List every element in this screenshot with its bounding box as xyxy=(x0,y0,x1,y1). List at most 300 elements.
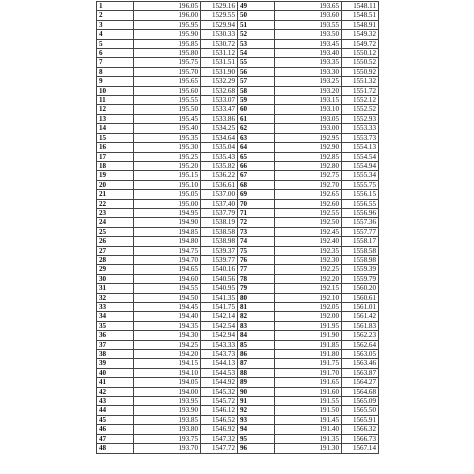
wavelength-cell: 1547.32 xyxy=(201,434,238,443)
wavelength-cell: 1541.75 xyxy=(201,303,238,312)
wavelength-cell: 1535.43 xyxy=(201,152,238,161)
table-row xyxy=(97,237,379,246)
frequency-cell: 191.50 xyxy=(275,406,342,415)
wavelength-cell: 1537.79 xyxy=(201,208,238,217)
channel-number-cell: 18 xyxy=(97,161,134,170)
channel-number-cell: 35 xyxy=(97,321,134,330)
wavelength-cell: 1545.72 xyxy=(201,397,238,406)
table-row xyxy=(97,425,379,434)
channel-number-cell: 24 xyxy=(97,218,134,227)
wavelength-cell: 1545.32 xyxy=(201,387,238,396)
channel-number-cell: 85 xyxy=(238,340,275,349)
channel-number-cell: 83 xyxy=(238,321,275,330)
wavelength-cell: 1553.33 xyxy=(342,124,379,133)
channel-number-cell: 95 xyxy=(238,434,275,443)
wavelength-cell: 1551.32 xyxy=(342,77,379,86)
frequency-cell: 194.35 xyxy=(134,321,201,330)
frequency-cell: 192.25 xyxy=(275,265,342,274)
channel-number-cell: 92 xyxy=(238,406,275,415)
frequency-cell: 191.85 xyxy=(275,340,342,349)
wavelength-cell: 1565.50 xyxy=(342,406,379,415)
channel-number-cell: 17 xyxy=(97,152,134,161)
wavelength-cell: 1550.12 xyxy=(342,49,379,58)
channel-number-cell: 33 xyxy=(97,303,134,312)
frequency-cell: 195.85 xyxy=(134,39,201,48)
wavelength-cell: 1552.52 xyxy=(342,105,379,114)
frequency-cell: 193.20 xyxy=(275,86,342,95)
wavelength-cell: 1544.13 xyxy=(201,359,238,368)
table-row xyxy=(97,199,379,208)
channel-number-cell: 58 xyxy=(238,86,275,95)
channel-number-cell: 65 xyxy=(238,152,275,161)
channel-table xyxy=(96,1,379,454)
table-row xyxy=(97,190,379,199)
wavelength-cell: 1542.54 xyxy=(201,321,238,330)
frequency-cell: 192.10 xyxy=(275,293,342,302)
channel-number-cell: 4 xyxy=(97,30,134,39)
channel-number-cell: 72 xyxy=(238,218,275,227)
channel-number-cell: 34 xyxy=(97,312,134,321)
frequency-cell: 194.95 xyxy=(134,208,201,217)
frequency-cell: 195.65 xyxy=(134,77,201,86)
wavelength-cell: 1535.82 xyxy=(201,161,238,170)
frequency-cell: 193.00 xyxy=(275,124,342,133)
frequency-cell: 195.15 xyxy=(134,171,201,180)
wavelength-cell: 1560.61 xyxy=(342,293,379,302)
wavelength-cell: 1565.91 xyxy=(342,415,379,424)
wavelength-cell: 1552.93 xyxy=(342,114,379,123)
channel-number-cell: 87 xyxy=(238,359,275,368)
channel-number-cell: 26 xyxy=(97,237,134,246)
wavelength-cell: 1529.94 xyxy=(201,20,238,29)
table-row xyxy=(97,11,379,20)
table-row xyxy=(97,378,379,387)
wavelength-cell: 1554.94 xyxy=(342,161,379,170)
frequency-cell: 196.00 xyxy=(134,11,201,20)
frequency-cell: 194.30 xyxy=(134,331,201,340)
frequency-cell: 192.05 xyxy=(275,303,342,312)
frequency-cell: 195.60 xyxy=(134,86,201,95)
frequency-cell: 193.70 xyxy=(134,444,201,453)
wavelength-cell: 1564.27 xyxy=(342,378,379,387)
frequency-cell: 194.45 xyxy=(134,303,201,312)
table-row xyxy=(97,58,379,67)
wavelength-cell: 1529.16 xyxy=(201,2,238,11)
channel-number-cell: 76 xyxy=(238,255,275,264)
wavelength-cell: 1564.68 xyxy=(342,387,379,396)
table-row xyxy=(97,143,379,152)
wavelength-cell: 1549.32 xyxy=(342,30,379,39)
wavelength-cell: 1536.61 xyxy=(201,180,238,189)
frequency-cell: 193.30 xyxy=(275,67,342,76)
wavelength-cell: 1541.35 xyxy=(201,293,238,302)
channel-number-cell: 9 xyxy=(97,77,134,86)
wavelength-cell: 1560.20 xyxy=(342,284,379,293)
frequency-cell: 191.35 xyxy=(275,434,342,443)
frequency-cell: 195.50 xyxy=(134,105,201,114)
channel-number-cell: 8 xyxy=(97,67,134,76)
table-row xyxy=(97,152,379,161)
wavelength-cell: 1531.90 xyxy=(201,67,238,76)
channel-number-cell: 49 xyxy=(238,2,275,11)
channel-number-cell: 3 xyxy=(97,20,134,29)
table-row xyxy=(97,39,379,48)
wavelength-cell: 1539.37 xyxy=(201,246,238,255)
table-row xyxy=(97,20,379,29)
frequency-cell: 191.65 xyxy=(275,378,342,387)
frequency-cell: 193.40 xyxy=(275,49,342,58)
frequency-cell: 194.50 xyxy=(134,293,201,302)
channel-number-cell: 64 xyxy=(238,143,275,152)
channel-number-cell: 20 xyxy=(97,180,134,189)
wavelength-cell: 1542.14 xyxy=(201,312,238,321)
frequency-cell: 195.45 xyxy=(134,114,201,123)
wavelength-cell: 1533.07 xyxy=(201,96,238,105)
channel-number-cell: 27 xyxy=(97,246,134,255)
channel-number-cell: 91 xyxy=(238,397,275,406)
channel-number-cell: 36 xyxy=(97,331,134,340)
wavelength-cell: 1566.32 xyxy=(342,425,379,434)
channel-number-cell: 74 xyxy=(238,237,275,246)
channel-number-cell: 90 xyxy=(238,387,275,396)
wavelength-cell: 1566.73 xyxy=(342,434,379,443)
channel-number-cell: 43 xyxy=(97,397,134,406)
wavelength-cell: 1540.16 xyxy=(201,265,238,274)
channel-number-cell: 78 xyxy=(238,274,275,283)
frequency-cell: 192.55 xyxy=(275,208,342,217)
wavelength-cell: 1548.11 xyxy=(342,2,379,11)
channel-number-cell: 73 xyxy=(238,227,275,236)
frequency-cell: 192.30 xyxy=(275,255,342,264)
channel-number-cell: 61 xyxy=(238,114,275,123)
channel-number-cell: 51 xyxy=(238,20,275,29)
wavelength-cell: 1557.36 xyxy=(342,218,379,227)
channel-number-cell: 5 xyxy=(97,39,134,48)
table-row xyxy=(97,96,379,105)
channel-number-cell: 32 xyxy=(97,293,134,302)
frequency-cell: 193.15 xyxy=(275,96,342,105)
table-row xyxy=(97,227,379,236)
table-row xyxy=(97,246,379,255)
wavelength-cell: 1556.15 xyxy=(342,190,379,199)
frequency-cell: 195.20 xyxy=(134,161,201,170)
frequency-cell: 194.05 xyxy=(134,378,201,387)
wavelength-cell: 1531.12 xyxy=(201,49,238,58)
channel-number-cell: 19 xyxy=(97,171,134,180)
channel-number-cell: 63 xyxy=(238,133,275,142)
channel-number-cell: 39 xyxy=(97,359,134,368)
frequency-cell: 191.70 xyxy=(275,368,342,377)
channel-number-cell: 6 xyxy=(97,49,134,58)
table-row xyxy=(97,284,379,293)
channel-number-cell: 15 xyxy=(97,133,134,142)
wavelength-cell: 1561.01 xyxy=(342,303,379,312)
table-row xyxy=(97,49,379,58)
wavelength-cell: 1562.64 xyxy=(342,340,379,349)
frequency-cell: 193.65 xyxy=(275,2,342,11)
channel-number-cell: 89 xyxy=(238,378,275,387)
wavelength-cell: 1549.72 xyxy=(342,39,379,48)
wavelength-cell: 1551.72 xyxy=(342,86,379,95)
wavelength-cell: 1554.54 xyxy=(342,152,379,161)
wavelength-cell: 1538.98 xyxy=(201,237,238,246)
channel-number-cell: 59 xyxy=(238,96,275,105)
wavelength-cell: 1558.58 xyxy=(342,246,379,255)
channel-number-cell: 10 xyxy=(97,86,134,95)
table-row xyxy=(97,293,379,302)
channel-number-cell: 41 xyxy=(97,378,134,387)
frequency-cell: 191.60 xyxy=(275,387,342,396)
channel-number-cell: 50 xyxy=(238,11,275,20)
wavelength-cell: 1567.14 xyxy=(342,444,379,453)
wavelength-cell: 1543.73 xyxy=(201,350,238,359)
frequency-cell: 192.90 xyxy=(275,143,342,152)
frequency-cell: 192.70 xyxy=(275,180,342,189)
wavelength-cell: 1540.56 xyxy=(201,274,238,283)
channel-number-cell: 46 xyxy=(97,425,134,434)
wavelength-cell: 1546.12 xyxy=(201,406,238,415)
frequency-cell: 193.75 xyxy=(134,434,201,443)
wavelength-cell: 1552.12 xyxy=(342,96,379,105)
channel-number-cell: 7 xyxy=(97,58,134,67)
frequency-cell: 192.95 xyxy=(275,133,342,142)
wavelength-cell: 1536.22 xyxy=(201,171,238,180)
table-row xyxy=(97,180,379,189)
table-row xyxy=(97,171,379,180)
channel-number-cell: 56 xyxy=(238,67,275,76)
channel-number-cell: 16 xyxy=(97,143,134,152)
channel-number-cell: 96 xyxy=(238,444,275,453)
wavelength-cell: 1548.51 xyxy=(342,11,379,20)
frequency-cell: 196.05 xyxy=(134,2,201,11)
channel-number-cell: 88 xyxy=(238,368,275,377)
frequency-cell: 192.45 xyxy=(275,227,342,236)
channel-number-cell: 48 xyxy=(97,444,134,453)
table-row xyxy=(97,30,379,39)
frequency-cell: 193.90 xyxy=(134,406,201,415)
channel-number-cell: 40 xyxy=(97,368,134,377)
table-row xyxy=(97,161,379,170)
channel-number-cell: 47 xyxy=(97,434,134,443)
table-row xyxy=(97,415,379,424)
frequency-cell: 194.20 xyxy=(134,350,201,359)
channel-number-cell: 67 xyxy=(238,171,275,180)
frequency-cell: 195.90 xyxy=(134,30,201,39)
wavelength-cell: 1559.39 xyxy=(342,265,379,274)
table-row xyxy=(97,255,379,264)
channel-number-cell: 68 xyxy=(238,180,275,189)
wavelength-cell: 1563.46 xyxy=(342,359,379,368)
channel-number-cell: 80 xyxy=(238,293,275,302)
channel-number-cell: 81 xyxy=(238,303,275,312)
channel-number-cell: 69 xyxy=(238,190,275,199)
wavelength-cell: 1530.33 xyxy=(201,30,238,39)
wavelength-cell: 1562.23 xyxy=(342,331,379,340)
channel-number-cell: 28 xyxy=(97,255,134,264)
frequency-cell: 192.20 xyxy=(275,274,342,283)
channel-number-cell: 82 xyxy=(238,312,275,321)
channel-number-cell: 21 xyxy=(97,190,134,199)
wavelength-cell: 1565.09 xyxy=(342,397,379,406)
frequency-cell: 194.00 xyxy=(134,387,201,396)
table-row xyxy=(97,274,379,283)
channel-number-cell: 30 xyxy=(97,274,134,283)
table-row xyxy=(97,105,379,114)
channel-number-cell: 86 xyxy=(238,350,275,359)
channel-number-cell: 14 xyxy=(97,124,134,133)
wavelength-cell: 1538.58 xyxy=(201,227,238,236)
frequency-cell: 194.10 xyxy=(134,368,201,377)
channel-number-cell: 2 xyxy=(97,11,134,20)
frequency-cell: 193.25 xyxy=(275,77,342,86)
wavelength-cell: 1558.98 xyxy=(342,255,379,264)
channel-number-cell: 25 xyxy=(97,227,134,236)
channel-number-cell: 55 xyxy=(238,58,275,67)
channel-number-cell: 54 xyxy=(238,49,275,58)
frequency-cell: 195.95 xyxy=(134,20,201,29)
frequency-cell: 194.60 xyxy=(134,274,201,283)
channel-number-cell: 60 xyxy=(238,105,275,114)
frequency-cell: 192.50 xyxy=(275,218,342,227)
frequency-cell: 192.40 xyxy=(275,237,342,246)
table-row xyxy=(97,114,379,123)
wavelength-cell: 1533.86 xyxy=(201,114,238,123)
channel-number-cell: 62 xyxy=(238,124,275,133)
frequency-cell: 194.40 xyxy=(134,312,201,321)
frequency-cell: 193.45 xyxy=(275,39,342,48)
table-row xyxy=(97,434,379,443)
frequency-cell: 191.40 xyxy=(275,425,342,434)
channel-number-cell: 31 xyxy=(97,284,134,293)
table-row xyxy=(97,265,379,274)
wavelength-cell: 1546.92 xyxy=(201,425,238,434)
frequency-cell: 195.05 xyxy=(134,190,201,199)
channel-number-cell: 22 xyxy=(97,199,134,208)
channel-number-cell: 93 xyxy=(238,415,275,424)
wavelength-cell: 1537.00 xyxy=(201,190,238,199)
channel-number-cell: 37 xyxy=(97,340,134,349)
wavelength-cell: 1548.91 xyxy=(342,20,379,29)
table-row xyxy=(97,340,379,349)
frequency-cell: 193.85 xyxy=(134,415,201,424)
wavelength-cell: 1563.05 xyxy=(342,350,379,359)
wavelength-cell: 1544.53 xyxy=(201,368,238,377)
channel-number-cell: 94 xyxy=(238,425,275,434)
frequency-cell: 191.90 xyxy=(275,331,342,340)
frequency-cell: 194.65 xyxy=(134,265,201,274)
frequency-cell: 193.60 xyxy=(275,11,342,20)
wavelength-cell: 1550.92 xyxy=(342,67,379,76)
wavelength-cell: 1534.64 xyxy=(201,133,238,142)
table-row xyxy=(97,303,379,312)
wavelength-cell: 1559.79 xyxy=(342,274,379,283)
frequency-cell: 193.55 xyxy=(275,20,342,29)
channel-number-cell: 1 xyxy=(97,2,134,11)
wavelength-cell: 1538.19 xyxy=(201,218,238,227)
table-row xyxy=(97,406,379,415)
frequency-cell: 194.80 xyxy=(134,237,201,246)
wavelength-cell: 1534.25 xyxy=(201,124,238,133)
frequency-cell: 191.30 xyxy=(275,444,342,453)
wavelength-cell: 1542.94 xyxy=(201,331,238,340)
frequency-cell: 193.35 xyxy=(275,58,342,67)
wavelength-cell: 1553.73 xyxy=(342,133,379,142)
wavelength-cell: 1531.51 xyxy=(201,58,238,67)
frequency-cell: 193.05 xyxy=(275,114,342,123)
wavelength-cell: 1558.17 xyxy=(342,237,379,246)
table-row xyxy=(97,124,379,133)
wavelength-cell: 1561.42 xyxy=(342,312,379,321)
frequency-cell: 195.40 xyxy=(134,124,201,133)
channel-number-cell: 11 xyxy=(97,96,134,105)
wavelength-cell: 1563.87 xyxy=(342,368,379,377)
channel-number-cell: 53 xyxy=(238,39,275,48)
table-row xyxy=(97,387,379,396)
wavelength-cell: 1555.34 xyxy=(342,171,379,180)
channel-number-cell: 84 xyxy=(238,331,275,340)
frequency-cell: 194.70 xyxy=(134,255,201,264)
frequency-cell: 192.65 xyxy=(275,190,342,199)
frequency-cell: 192.35 xyxy=(275,246,342,255)
wavelength-cell: 1550.52 xyxy=(342,58,379,67)
channel-number-cell: 57 xyxy=(238,77,275,86)
channel-number-cell: 44 xyxy=(97,406,134,415)
wavelength-cell: 1546.52 xyxy=(201,415,238,424)
table-row xyxy=(97,444,379,453)
frequency-cell: 195.00 xyxy=(134,199,201,208)
wavelength-cell: 1557.77 xyxy=(342,227,379,236)
wavelength-cell: 1543.33 xyxy=(201,340,238,349)
wavelength-cell: 1555.75 xyxy=(342,180,379,189)
frequency-cell: 193.80 xyxy=(134,425,201,434)
channel-number-cell: 52 xyxy=(238,30,275,39)
table-row xyxy=(97,77,379,86)
channel-number-cell: 45 xyxy=(97,415,134,424)
frequency-cell: 191.80 xyxy=(275,350,342,359)
channel-number-cell: 71 xyxy=(238,208,275,217)
frequency-cell: 194.25 xyxy=(134,340,201,349)
frequency-cell: 195.10 xyxy=(134,180,201,189)
frequency-cell: 192.80 xyxy=(275,161,342,170)
wavelength-cell: 1530.72 xyxy=(201,39,238,48)
table-row xyxy=(97,312,379,321)
table-row xyxy=(97,331,379,340)
channel-number-cell: 77 xyxy=(238,265,275,274)
channel-number-cell: 13 xyxy=(97,114,134,123)
wavelength-cell: 1556.55 xyxy=(342,199,379,208)
frequency-cell: 195.30 xyxy=(134,143,201,152)
frequency-cell: 194.15 xyxy=(134,359,201,368)
frequency-cell: 195.80 xyxy=(134,49,201,58)
wavelength-cell: 1532.29 xyxy=(201,77,238,86)
table-row xyxy=(97,86,379,95)
wavelength-cell: 1539.77 xyxy=(201,255,238,264)
channel-table-body xyxy=(97,2,379,454)
channel-number-cell: 12 xyxy=(97,105,134,114)
frequency-cell: 195.75 xyxy=(134,58,201,67)
wavelength-cell: 1537.40 xyxy=(201,199,238,208)
channel-number-cell: 23 xyxy=(97,208,134,217)
table-row xyxy=(97,218,379,227)
wavelength-cell: 1561.83 xyxy=(342,321,379,330)
wavelength-cell: 1554.13 xyxy=(342,143,379,152)
table-row xyxy=(97,133,379,142)
channel-number-cell: 29 xyxy=(97,265,134,274)
frequency-cell: 195.35 xyxy=(134,133,201,142)
frequency-cell: 194.75 xyxy=(134,246,201,255)
frequency-cell: 192.00 xyxy=(275,312,342,321)
table-row xyxy=(97,208,379,217)
